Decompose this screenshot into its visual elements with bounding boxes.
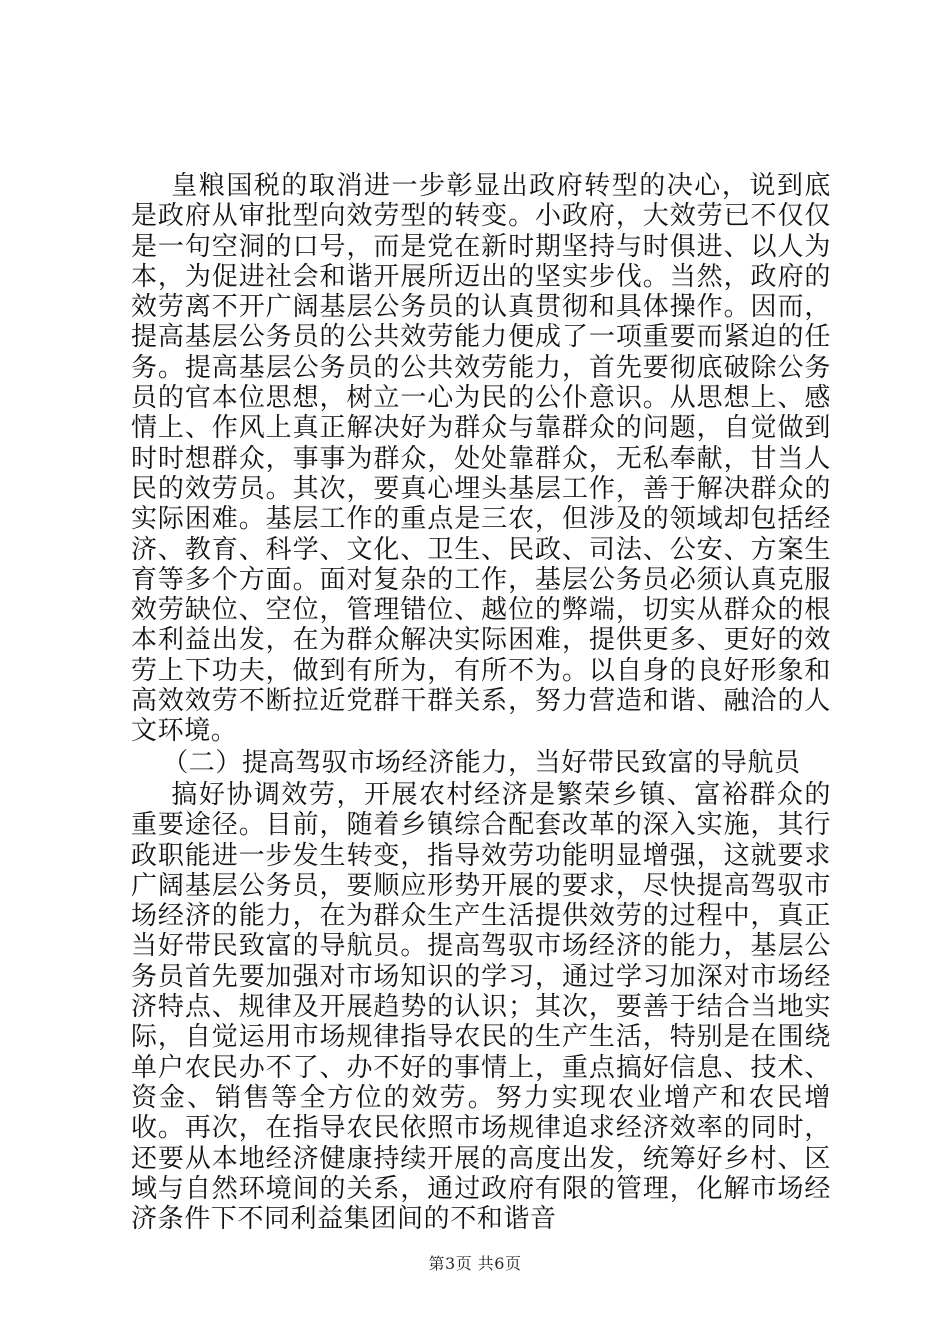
paragraph-market-economy: 搞好协调效劳，开展农村经济是繁荣乡镇、富裕群众的重要途径。目前，随着乡镇综合配套改革的深入实施，其行政职能进一步发生转变，指导效劳功能明显增强，这就要求广阔基层公务员，要顺应形势开展的要求，尽快提高驾驭市场经济的能力，在为群众生产生活提供效劳的过程中，真正当好带民致富的导航员。提高驾驭市场经济的能力，基层公务员首先要加强对市场知识的学习，通过学习加深对市场经济特点、规律及开展趋势的认识；其次，要善于结合当地实际，自觉运用市场规律指导农民的生产生活，特别是在围绕单户农民办不了、办不好的事情上，重点搞好信息、技术、资金、销售等全方位的效劳。努力实现农业增产和农民增收。再次，在指导农民依照市场规律追求经济效率的同时，还要从本地经济健康持续开展的高度出发，统筹好乡村、区域与自然环境间的关系，通过政府有限的管理，化解市场经济条件下不同利益集团间的不和谐音 <box>131 779 831 1235</box>
document-body <box>131 171 831 1234</box>
paragraph-public-service: 皇粮国税的取消进一步彰显出政府转型的决心，说到底是政府从审批型向效劳型的转变。小政府，大效劳已不仅仅是一句空洞的口号，而是党在新时期坚持与时俱进、以人为本，为促进社会和谐开展所迈出的坚实步伐。当然，政府的效劳离不开广阔基层公务员的认真贯彻和具体操作。因而，提高基层公务员的公共效劳能力便成了一项重要而紧迫的任务。提高基层公务员的公共效劳能力，首先要彻底破除公务员的官本位思想，树立一心为民的公仆意识。从思想上、感情上、作风上真正解决好为群众与靠群众的问题，自觉做到时时想群众，事事为群众，处处靠群众，无私奉献，甘当人民的效劳员。其次，要真心埋头基层工作，善于解决群众的实际困难。基层工作的重点是三农，但涉及的领域却包括经济、教育、科学、文化、卫生、民政、司法、公安、方案生育等多个方面。面对复杂的工作，基层公务员必须认真克服效劳缺位、空位，管理错位、越位的弊端，切实从群众的根本利益出发，在为群众解决实际困难，提供更多、更好的效劳上下功夫，做到有所为，有所不为。以自身的良好形象和高效效劳不断拉近党群干群关系，努力营造和谐、融洽的人文环境。 <box>131 171 831 747</box>
section-heading-market-economy: （二）提高驾驭市场经济能力，当好带民致富的导航员 <box>162 747 801 778</box>
page-number-footer: 第3页 共6页 <box>428 1254 522 1273</box>
